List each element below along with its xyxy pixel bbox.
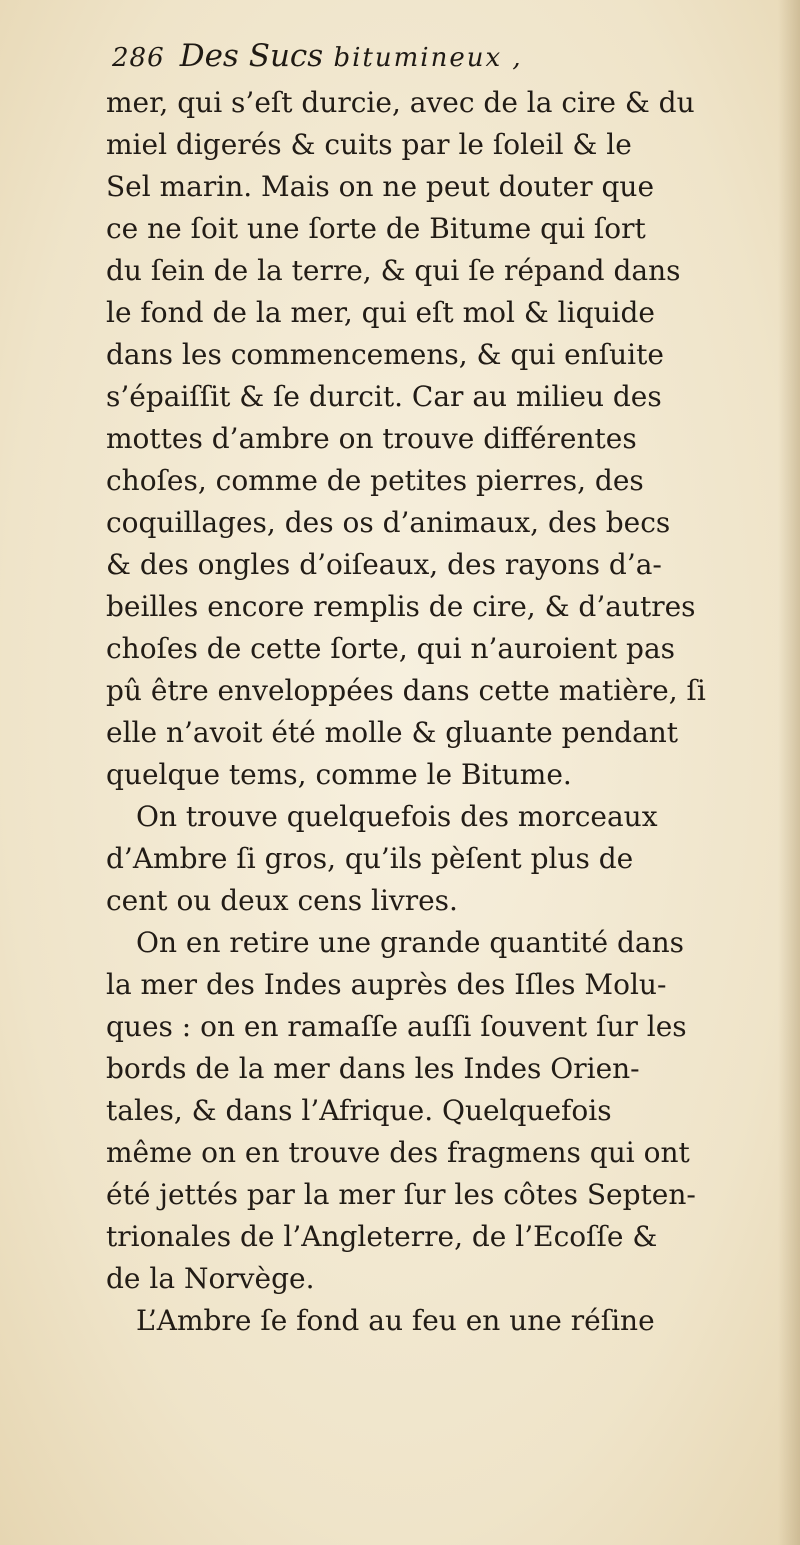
text-line: la mer des Indes auprès des Iſles Molu- — [106, 968, 667, 1001]
running-title-part-3: bitumineux , — [323, 43, 523, 73]
text-line: même on en trouve des fragmens qui ont — [106, 1136, 690, 1169]
text-line: choſes de cette ſorte, qui n’auroient pas — [106, 632, 676, 665]
text-line: tales, & dans l’Afrique. Quelquefois — [106, 1094, 612, 1127]
text-line: bords de la mer dans les Indes Orien- — [106, 1052, 640, 1085]
text-line: Sel marin. Mais on ne peut douter que — [106, 170, 655, 203]
text-line: miel digerés & cuits par le ſoleil & le — [106, 128, 632, 161]
text-line: choſes, comme de petites pierres, des — [106, 464, 644, 497]
text-line: beilles encore remplis de cire, & d’autres — [106, 590, 696, 623]
text-line: ques : on en ramaſſe auſſi ſouvent ſur les — [106, 1010, 687, 1043]
running-title — [180, 38, 523, 74]
paragraph-start-line: On en retire une grande quantité dans — [136, 926, 685, 959]
text-line: le fond de la mer, qui eſt mol & liquide — [106, 296, 655, 329]
text-line: ce ne ſoit une ſorte de Bitume qui ſort — [106, 212, 646, 245]
running-title-part-1: Des — [179, 38, 249, 74]
body-text — [106, 82, 786, 1342]
text-line: quelque tems, comme le Bitume. — [106, 758, 572, 791]
paragraph-start-line: L’Ambre ſe fond au feu en une réſine — [136, 1304, 655, 1337]
text-line: du ſein de la terre, & qui ſe répand dans — [106, 254, 681, 287]
text-line: s’épaiſſit & ſe durcit. Car au milieu des — [106, 380, 662, 413]
text-line: de la Norvège. — [106, 1262, 315, 1295]
text-line: mottes d’ambre on trouve différentes — [106, 422, 637, 455]
paragraph-start-line: On trouve quelquefois des morceaux — [136, 800, 658, 833]
text-line: mer, qui s’eſt durcie, avec de la cire & du — [106, 86, 695, 119]
text-line: trionales de l’Angleterre, de l’Ecoſſe & — [106, 1220, 658, 1253]
text-line: pû être enveloppées dans cette matière, ſi — [106, 674, 706, 707]
text-line: & des ongles d’oiſeaux, des rayons d’a- — [106, 548, 662, 581]
text-line: elle n’avoit été molle & gluante pendant — [106, 716, 679, 749]
text-line: coquillages, des os d’animaux, des becs — [106, 506, 671, 539]
text-line: cent ou deux cens livres. — [106, 884, 458, 917]
page-header — [112, 38, 692, 88]
running-title-part-2: Sucs — [248, 38, 324, 74]
text-line: dans les commencemens, & qui enſuite — [106, 338, 664, 371]
page-number: 286 — [112, 43, 165, 73]
text-line: d’Ambre ſi gros, qu’ils pèſent plus de — [106, 842, 634, 875]
text-line: été jettés par la mer ſur les côtes Septen- — [106, 1178, 696, 1211]
